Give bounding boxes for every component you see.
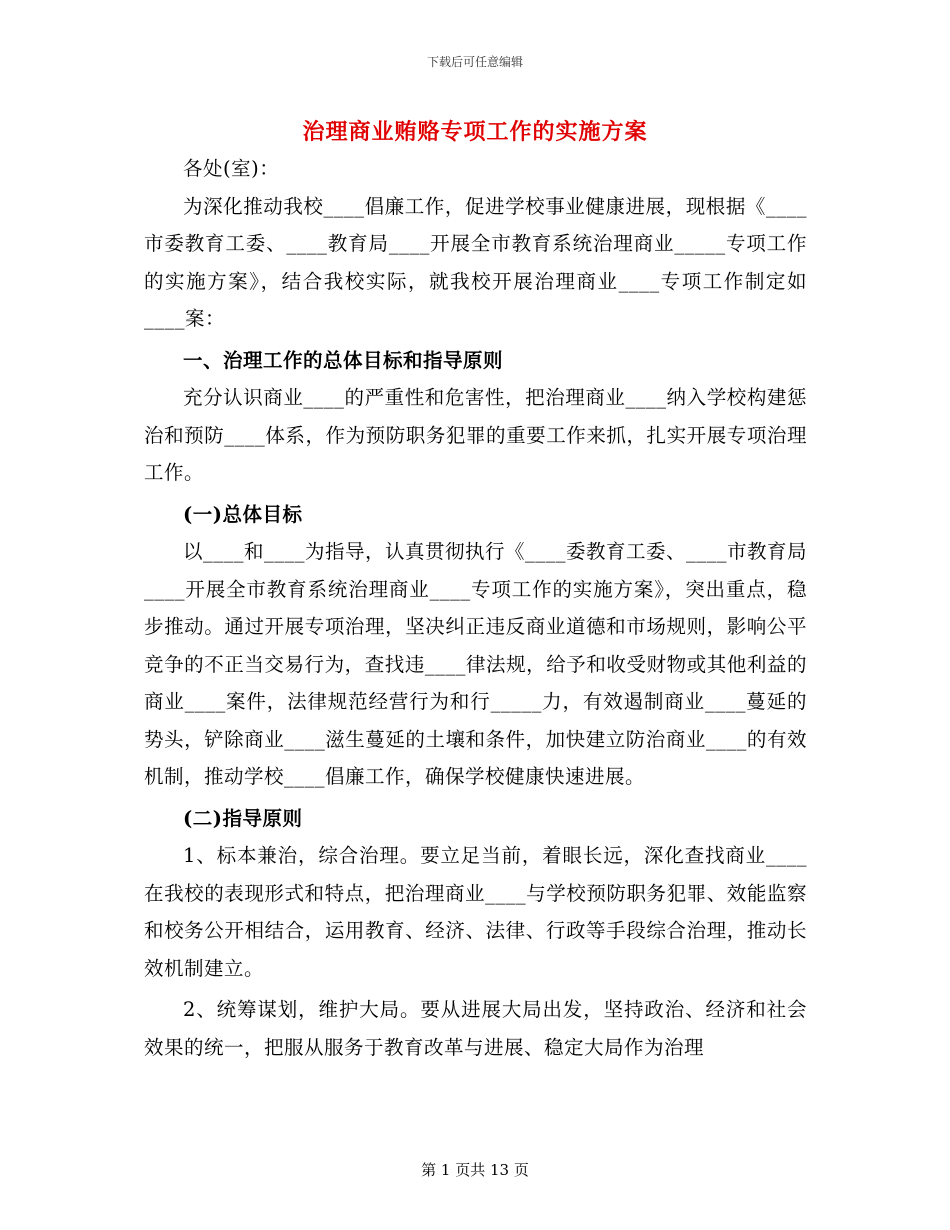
principle-2-paragraph: 2、统筹谋划，维护大局。要从进展大局出发，坚持政治、经济和社会效果的统一，把服从服务于教育改革与进展、稳定大局作为治理 — [144, 998, 807, 1059]
page-header: 下载后可任意编辑 — [426, 55, 523, 69]
salutation: 各处(室)： — [183, 157, 280, 180]
subsection-heading-principles: (二)指导原则 — [183, 806, 303, 830]
section-heading-1: 一、治理工作的总体目标和指导原则 — [183, 348, 504, 372]
goals-paragraph: 以____和____为指导，认真贯彻执行《____委教育工委、____市教育局____开展全市教育系统治理商业____专项工作的实施方案》，突出重点，稳步推动。通过开展专项治理，坚决纠正违反商业道德和市场规则，影响公平竞争的不正当交易行为，查找违____律法规，给予和收受财物或其他利益的商业____案件，法律规范经营行为和行_____力，有效遏制商业____蔓延的势头，铲除商业____滋生蔓延的土壤和条件，加快建立防治商业____的有效机制，推动学校____倡廉工作，确保学校健康快速进展。 — [144, 540, 808, 788]
page-footer: 第 1 页共 13 页 — [421, 1161, 529, 1179]
document-title: 治理商业贿赂专项工作的实施方案 — [302, 119, 648, 145]
document-body — [144, 150, 807, 1066]
section-1-paragraph: 充分认识商业____的严重性和危害性，把治理商业____纳入学校构建惩治和预防____体系，作为预防职务犯罪的重要工作来抓，扎实开展专项治理工作。 — [144, 386, 807, 484]
intro-paragraph: 为深化推动我校____倡廉工作，促进学校事业健康进展，现根据《____市委教育工委、____教育局____开展全市教育系统治理商业_____专项工作的实施方案》，结合我校实际，就我校开展治理商业____专项工作制定如____案： — [144, 194, 807, 330]
subsection-heading-goals: (一)总体目标 — [183, 502, 303, 526]
principle-1-paragraph: 1、标本兼治，综合治理。要立足当前，着眼长远，深化查找商业____在我校的表现形式和特点，把治理商业____与学校预防职务犯罪、效能监察和校务公开相结合，运用教育、经济、法律、行政等手段综合治理，推动长效机制建立。 — [144, 844, 807, 980]
